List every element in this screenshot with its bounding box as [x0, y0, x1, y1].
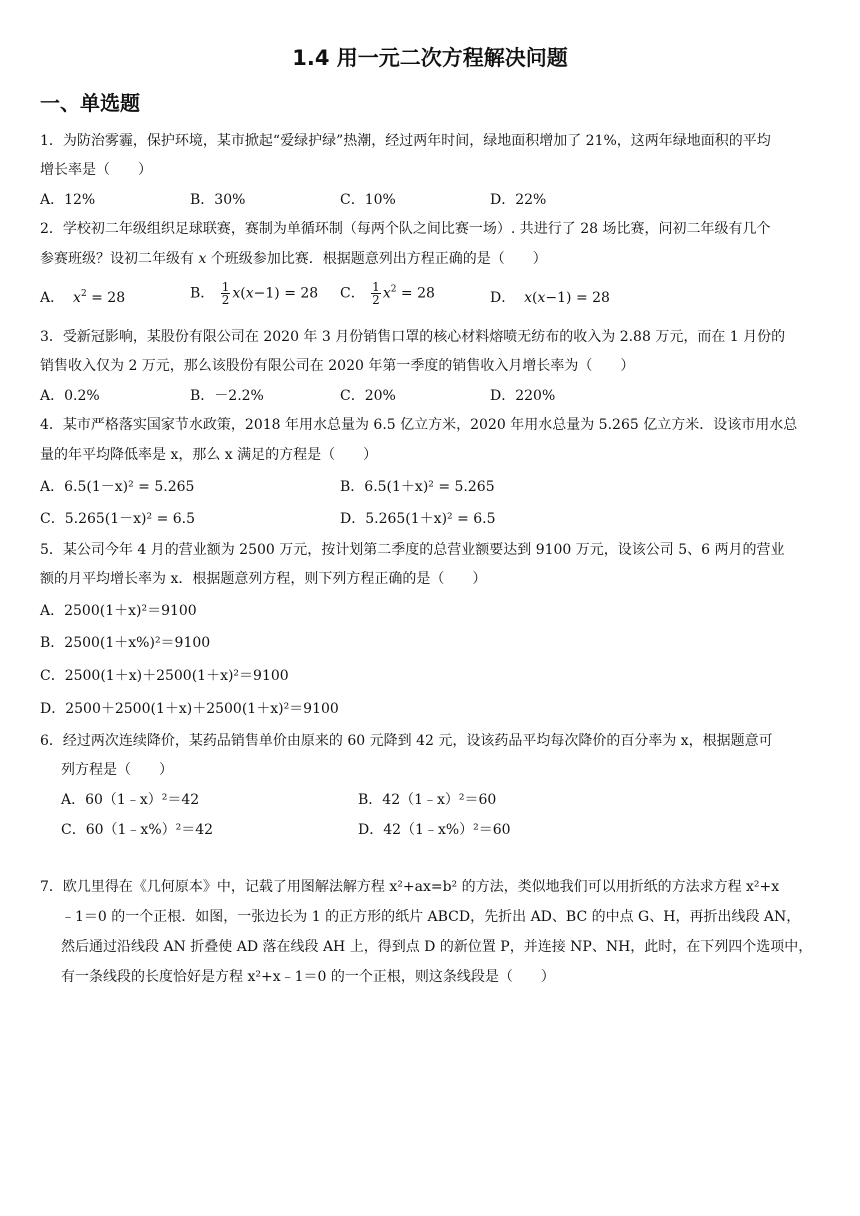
section-heading: 一、单选题 — [40, 91, 140, 115]
document-title: 1.4 用一元二次方程解决问题 — [292, 46, 568, 70]
q1-option-c: C．10% — [340, 192, 396, 208]
q6-option-b: B．42（1﹣x）²＝60 — [358, 792, 497, 808]
q2-line1: 2．学校初二年级组织足球联赛，赛制为单循环制（每两个队之间比赛一场）. 共进行了 28 场比赛，问初二年级有几个 — [40, 221, 771, 237]
q4-option-c: C．5.265(1－x)² = 6.5 — [40, 511, 196, 527]
q5-option-d: D．2500＋2500(1＋x)＋2500(1＋x)²＝9100 — [40, 701, 339, 717]
q4-option-d: D．5.265(1＋x)² = 6.5 — [340, 511, 496, 527]
q2-option-a: A． $x^2 = 28$ — [40, 289, 126, 306]
q5-line1: 5．某公司今年 4 月的营业额为 2500 万元，按计划第二季度的总营业额要达到 9100 万元，设该公司 5、6 两月的营业 — [40, 542, 785, 558]
q6-line2: 列方程是（ ） — [61, 762, 173, 778]
q5-option-a: A．2500(1＋x)²＝9100 — [40, 603, 197, 619]
q2-line2-part2: 个班级参加比赛．根据题意列出方程正确的是（ ） — [210, 251, 547, 267]
q7-line3: 然后通过沿线段 AN 折叠使 AD 落在线段 AH 上，得到点 D 的新位置 P，并连接 NP、NH，此时，在下列四个选项中， — [61, 939, 813, 955]
q1-line2: 增长率是（ ） — [40, 162, 152, 178]
q2-option-d: D． x(x−1) = 28 — [490, 290, 610, 306]
variable-x: x — [198, 251, 207, 267]
q1-option-d: D．22% — [490, 192, 547, 208]
q4-line1: 4．某市严格落实国家节水政策，2018 年用水总量为 6.5 亿立方米，2020 年用水总量为 5.265 亿立方米．设该市用水总 — [40, 417, 798, 433]
q4-option-b: B．6.5(1＋x)² = 5.265 — [340, 479, 495, 495]
q6-option-a: A．60（1﹣x）²＝42 — [61, 792, 200, 808]
q3-line2: 销售收入仅为 2 万元，那么该股份有限公司在 2020 年第一季度的销售收入月增长率为（ ） — [40, 358, 635, 374]
q1-option-b: B．30% — [190, 192, 246, 208]
q7-line2: ﹣1＝0 的一个正根．如图，一张边长为 1 的正方形的纸片 ABCD，先折出 AD、BC 的中点 G、H，再折出线段 AN， — [61, 909, 801, 925]
q5-line2: 额的月平均增长率为 x．根据题意列方程，则下列方程正确的是（ ） — [40, 571, 487, 587]
q1-option-a: A．12% — [40, 192, 96, 208]
q5-option-b: B．2500(1＋x%)²＝9100 — [40, 635, 211, 651]
q4-option-a: A．6.5(1－x)² = 5.265 — [40, 479, 195, 495]
q1-line1: 1．为防治雾霾，保护环境，某市掀起“爱绿护绿”热潮，经过两年时间，绿地面积增加了 21%，这两年绿地面积的平均 — [40, 133, 771, 149]
q3-line1: 3．受新冠影响，某股份有限公司在 2020 年 3 月份销售口罩的核心材料熔喷无纺布的收入为 2.88 万元，而在 1 月份的 — [40, 329, 786, 345]
q3-option-d: D．220% — [490, 388, 556, 404]
q3-option-a: A．0.2% — [40, 388, 100, 404]
q7-line4: 有一条线段的长度恰好是方程 x²+x﹣1＝0 的一个正根，则这条线段是（ ） — [61, 969, 555, 985]
q3-option-b: B．－2.2% — [190, 388, 264, 404]
q4-line2: 量的年平均降低率是 x，那么 x 满足的方程是（ ） — [40, 447, 378, 463]
q3-option-c: C．20% — [340, 388, 396, 404]
q6-option-c: C．60（1﹣x%）²＝42 — [61, 822, 214, 838]
q2-line2 — [40, 249, 547, 269]
q6-option-d: D．42（1﹣x%）²＝60 — [358, 822, 511, 838]
q2-option-c: C． $\frac{1}{2}$ $x^2 = 28$ — [340, 280, 435, 307]
q7-line1: 7．欧几里得在《几何原本》中，记载了用图解法解方程 x²+ax=b² 的方法，类似地我们可以用折纸的方法求方程 x²+x — [40, 879, 780, 895]
q2-line2-part1: 参赛班级？设初二年级有 — [40, 251, 194, 267]
q2-option-b: B． $\frac{1}{2}$ x(x−1) = 28 — [190, 280, 319, 307]
q5-option-c: C．2500(1＋x)＋2500(1＋x)²＝9100 — [40, 668, 289, 684]
q6-line1: 6．经过两次连续降价，某药品销售单价由原来的 60 元降到 42 元，设该药品平均每次降价的百分率为 x，根据题意可 — [40, 733, 773, 749]
